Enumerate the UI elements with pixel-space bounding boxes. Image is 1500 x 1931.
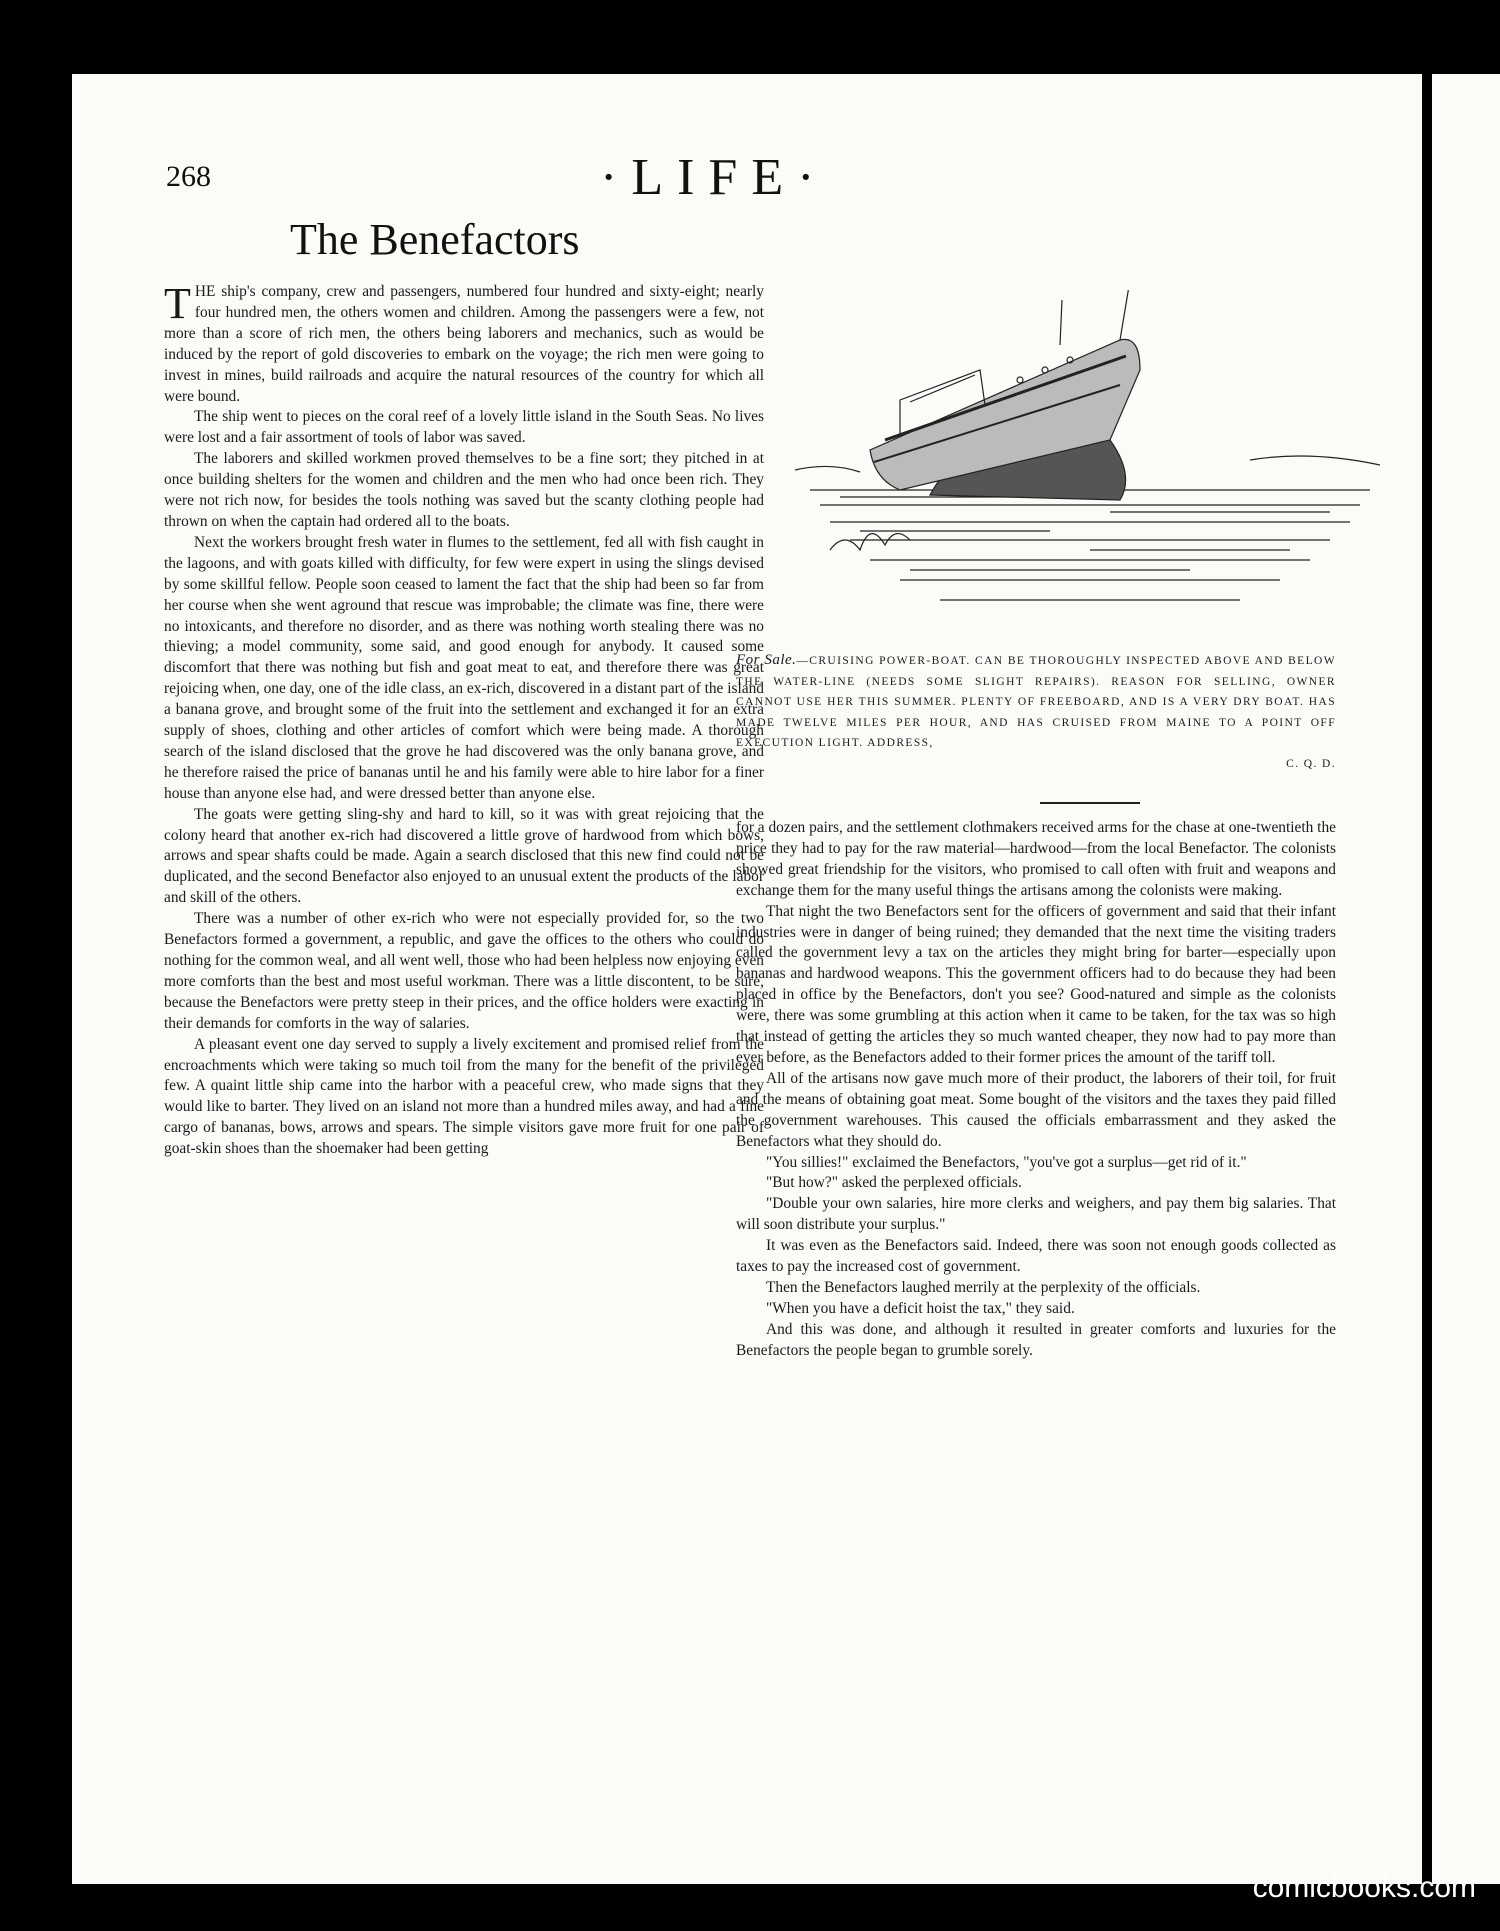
article-paragraph: All of the artisans now gave much more of their product, the laborers of their toil, for fruit and the means of obtaining goat meat. Some bought of the visitors and the taxes they paid filled the government warehouses. This caused the officials embarrassment and they asked the Benefactors what they should do.: [736, 1069, 1336, 1150]
article-paragraph: The ship went to pieces on the coral reef of a lovely little island in the South Seas. No lives were lost and a fair assortment of tools of labor was saved.: [164, 408, 764, 447]
article-paragraph: for a dozen pairs, and the settlement clothmakers received arms for the chase at one-twentieth the price they had to pay for the raw material—hardwood—from the local Benefactor. The colonists showed great friendship for the visitors, who promised to call often with fruit and weapons and exchange them for the many useful things the artisans among the colonists were making.: [736, 819, 1336, 899]
article-paragraph: "When you have a deficit hoist the tax," they said.: [766, 1299, 1075, 1317]
caption-text: —CRUISING POWER-BOAT. CAN BE THOROUGHLY INSPECTED ABOVE AND BELOW THE WATER-LINE (NEEDS SOME SLIGHT REPAIRS). REASON FOR SELLING, OWNER CANNOT USE HER THIS SUMMER. PLENTY OF FREEBOARD, AND IS A VERY DRY BOAT. HAS MADE TWELVE MILES PER HOUR, AND HAS CRUISED FROM MAINE TO A POINT OFF EXECUTION LIGHT. ADDRESS,: [736, 655, 1336, 749]
article-paragraph: There was a number of other ex-rich who were not especially provided for, so the two Benefactors formed a government, a republic, and gave the offices to the others who could do nothing for the common weal, and all went well, those who had been helpless now enjoying even more comforts than the best and most useful workman. There was a little discontent, to be sure, because the Benefactors were pretty steep in their prices, and the office holders were exacting in their demands for comforts in the way of salaries.: [164, 910, 764, 1032]
beached-boat-illustration: [790, 290, 1390, 650]
article-column-right: [736, 818, 1336, 1678]
article-column-left: [164, 282, 764, 1672]
illustration-caption: [736, 650, 1336, 774]
article-paragraph: Next the workers brought fresh water in flumes to the settlement, fed all with fish caught in the lagoons, and with goats killed with difficulty, for few were expert in using the slings devised by some skillful fellow. People soon ceased to lament the fact that the ship had been so far from her course when she went aground that rescue was improbable; the climate was fine, there were no intoxicants, and therefore no disorder, and as there was nothing worth stealing there was no thieving; a model community, some said, and good enough for anybody. It caused some discomfort that there was nothing but fish and goat meat to eat, and therefore there was great rejoicing when, one day, one of the idle class, an ex-rich, discovered in a distant part of the island a banana grove, and brought some of the fruit into the settlement and exchanged it for an extra supply of shoes, clothing and other articles of comfort which were being made. A thorough search of the island disclosed that the grove he had discovered was the only banana grove, and he therefore raised the price of bananas until he and his family were able to hire labor for a finer house than anyone else had, and were dressed better than anyone else.: [164, 533, 764, 802]
article-paragraph: "You sillies!" exclaimed the Benefactors, "you've got a surplus—get rid of it.": [766, 1153, 1247, 1171]
article-paragraph: That night the two Benefactors sent for the officers of government and said that their infant industries were in danger of being ruined; they demanded that the next time the visiting traders called the government levy a tax on the articles they might bring for barter—especially upon bananas and hardwood weapons. This the government officers had to do because they had been placed in office by the Benefactors, don't you see? Good-natured and simple as the colonists were, there was some grumbling at this action when it came to be taken, for the tax was so high that instead of getting the articles they so much wanted cheaper, they now had to pay more than ever before, as the Benefactors added to their former prices the amount of the tariff toll.: [736, 902, 1336, 1066]
article-paragraph: "But how?" asked the perplexed officials.: [766, 1174, 1022, 1192]
caption-lead: For Sale.: [736, 652, 797, 668]
article-paragraph: Then the Benefactors laughed merrily at the perplexity of the officials.: [766, 1278, 1201, 1296]
article-paragraph: And this was done, and although it resulted in greater comforts and luxuries for the Benefactors the people began to grumble sorely.: [736, 1320, 1336, 1359]
article-title: The Benefactors: [290, 215, 580, 264]
section-divider: [1040, 802, 1140, 804]
caption-signature: C. Q. D.: [1286, 757, 1336, 770]
facing-page-edge: [1432, 74, 1500, 1884]
page-number: 268: [166, 160, 211, 193]
article-paragraph: THE ship's company, crew and passengers, numbered four hundred and sixty-eight; nearly four hundred men, the others women and children. Among the passengers were a few, not more than a score of rich men, the others being laborers and mechanics, such as would be induced by the report of gold discoveries to embark on the voyage; the rich men were going to invest in mines, build railroads and acquire the natural resources of the country for which all were bound.: [164, 282, 764, 405]
site-watermark: comicbooks.com: [1252, 1871, 1476, 1904]
article-paragraph: A pleasant event one day served to supply a lively excitement and promised relief from the encroachments which were taking so much toil from the many for the benefit of the privileged few. A quaint little ship came into the harbor with a peaceful crew, who made signs that they would like to barter. They lived on an island not more than a hundred miles away, and had a fine cargo of bananas, bows, arrows and spears. The simple visitors gave more fruit for one pair of goat-skin shoes than the shoemaker had been getting: [164, 1035, 764, 1158]
masthead: ·LIFE·: [600, 149, 829, 206]
article-paragraph: The laborers and skilled workmen proved themselves to be a fine sort; they pitched in at once building shelters for the women and children and the men who had once been rich. They were not rich now, for besides the tools nothing was saved but the scanty clothing people had thrown on when the captain had ordered all to the boats.: [164, 450, 764, 530]
article-paragraph: "Double your own salaries, hire more clerks and weighers, and pay them big salaries. That will soon distribute your surplus.": [736, 1195, 1336, 1234]
drop-cap: T: [164, 282, 191, 328]
article-paragraph: It was even as the Benefactors said. Indeed, there was soon not enough goods collected as taxes to pay the increased cost of government.: [736, 1237, 1336, 1276]
article-paragraph: The goats were getting sling-shy and hard to kill, so it was with great rejoicing that the colony heard that another ex-rich had discovered a little grove of hardwood from which bows, arrows and spear shafts could be made. Again a search disclosed that this new find could not be duplicated, and the second Benefactor also enjoyed to an unusual extent the products of the labor and skill of the others.: [164, 805, 764, 907]
